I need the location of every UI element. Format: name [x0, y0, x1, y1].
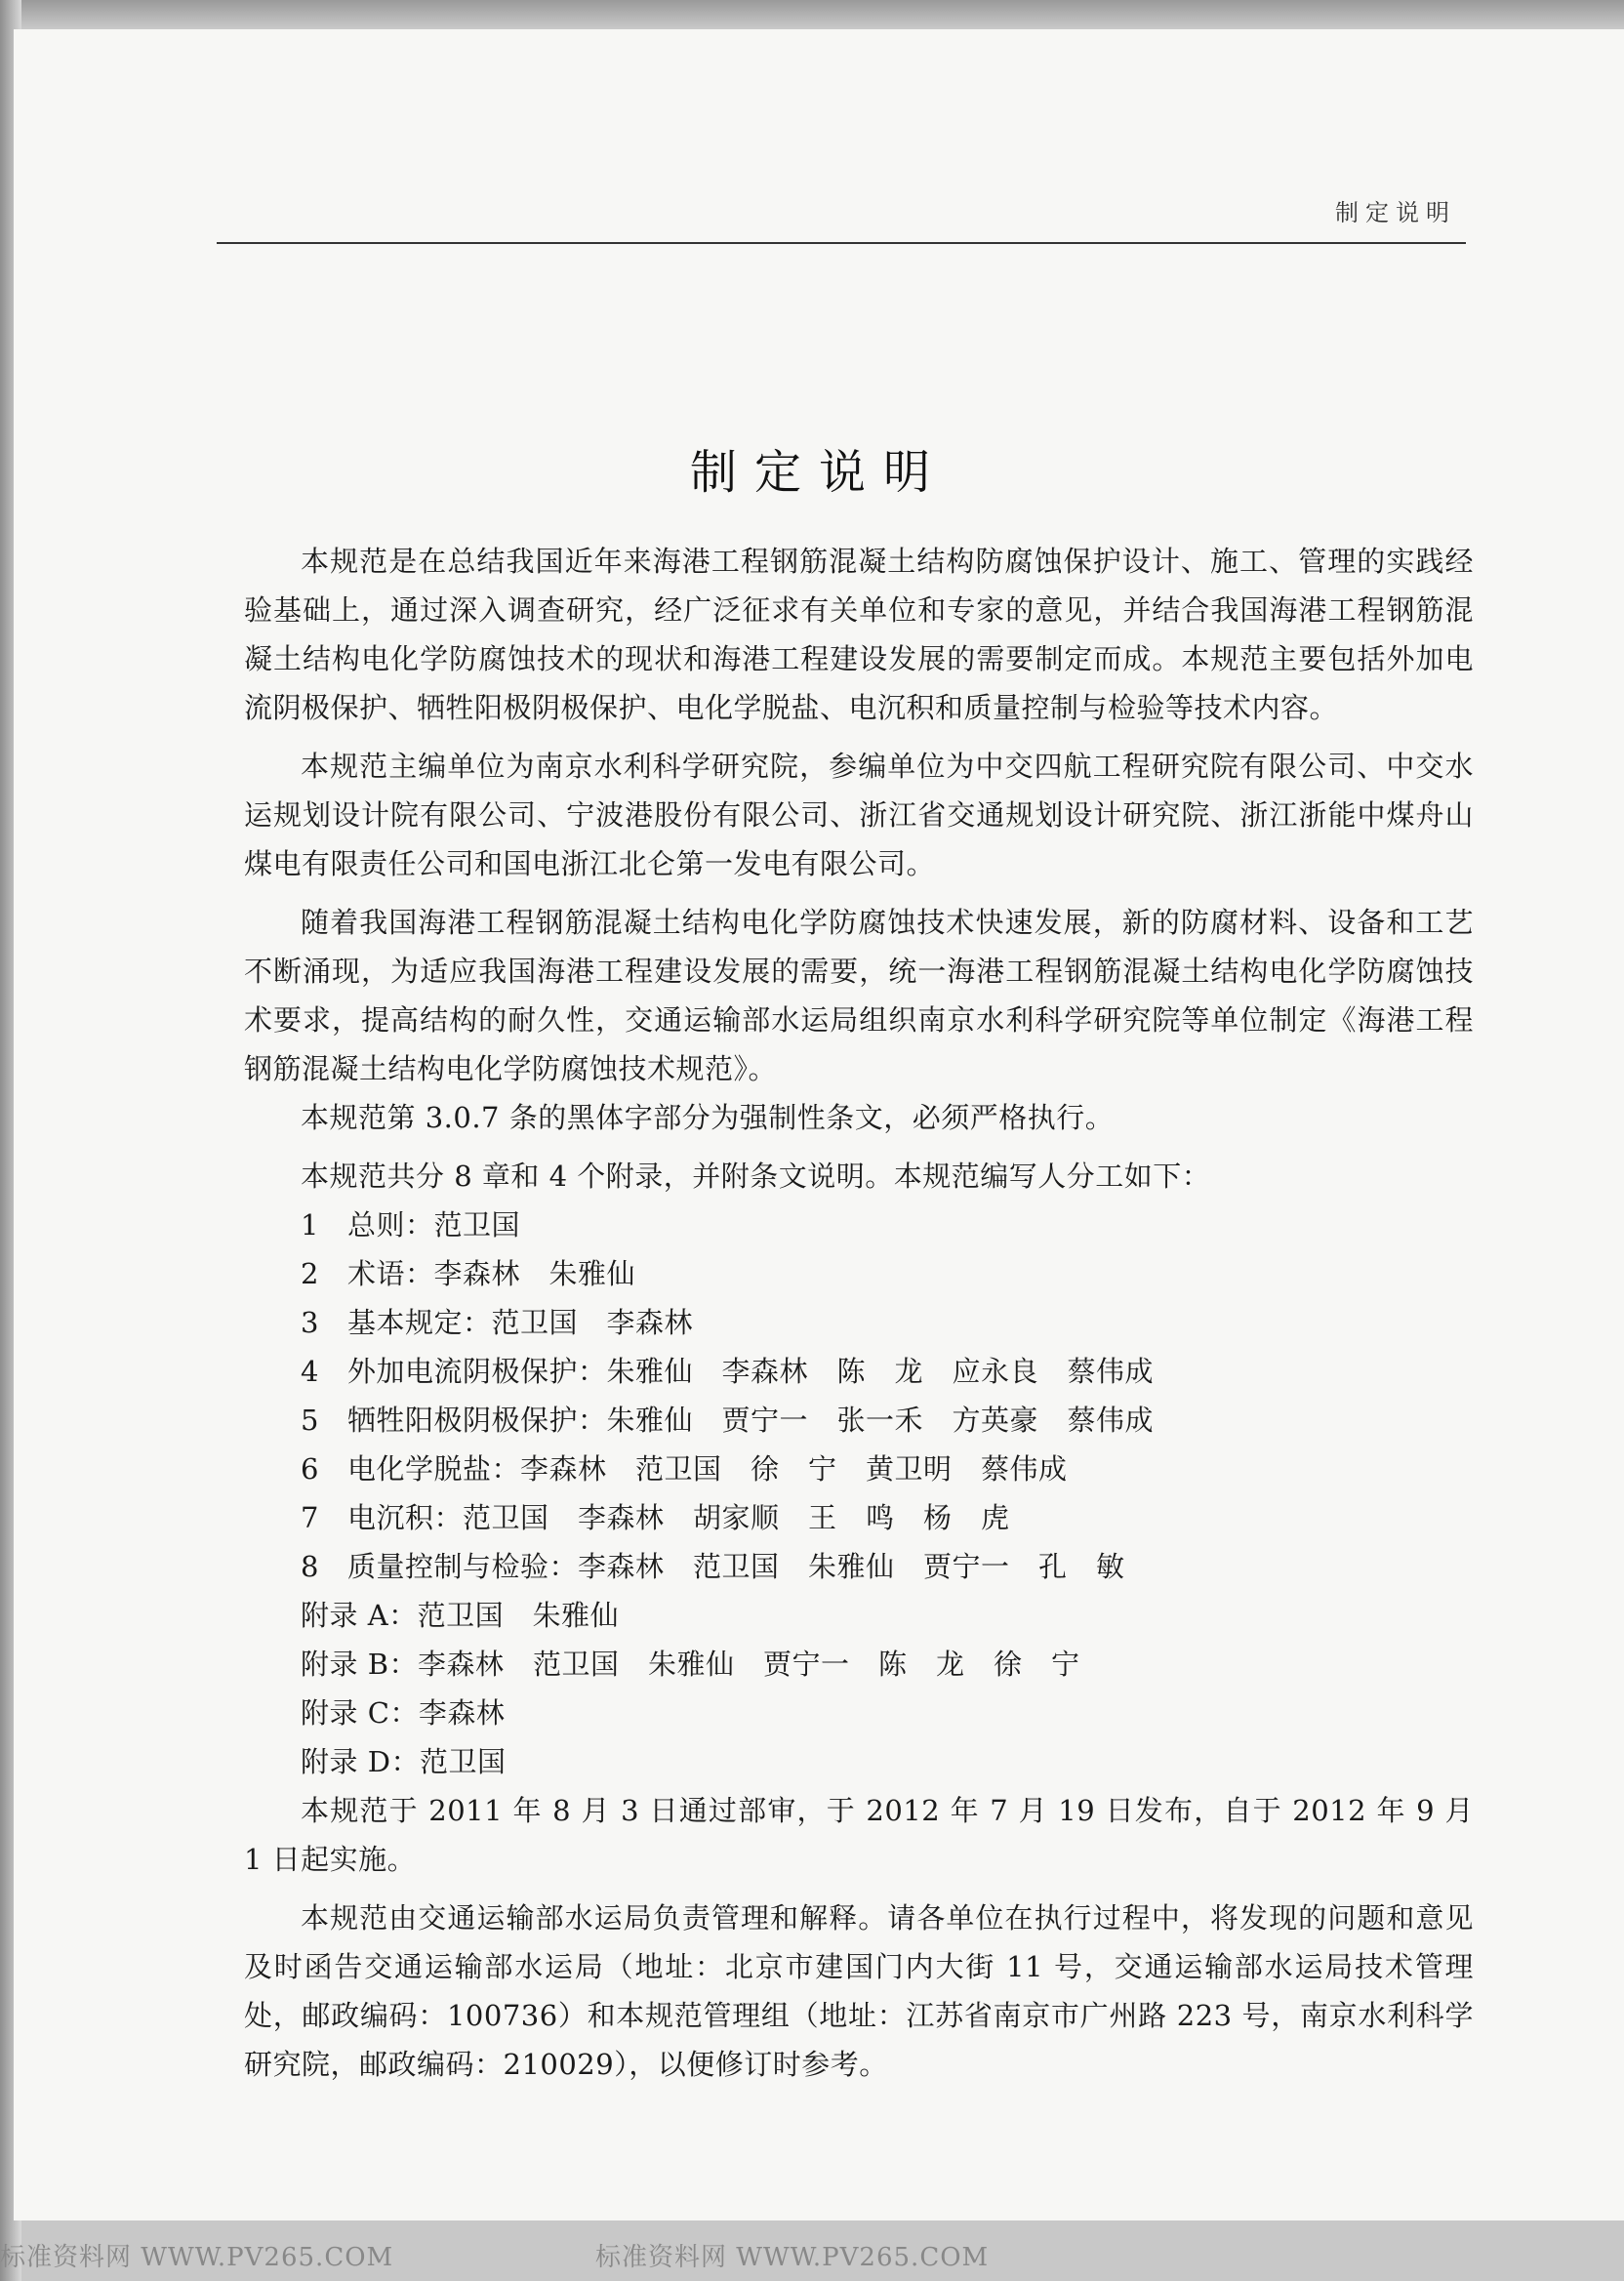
chapter-number: 5: [301, 1404, 319, 1437]
chapter-number: 7: [301, 1501, 319, 1534]
header-rule: [217, 242, 1466, 244]
paragraph-mandatory: 本规范第 3.0.7 条的黑体字部分为强制性条文，必须严格执行。: [301, 1101, 1115, 1134]
paragraph-intro: 本规范是在总结我国近年来海港工程钢筋混凝土结构防腐蚀保护设计、施工、管理的实践经验基础上，通过深入调查研究，经广泛征求有关单位和专家的意见，并结合我国海港工程钢筋混凝土结构电化学防腐蚀技术的现状和海港工程建设发展的需要制定而成。本规范主要包括外加电流阴极保护、牺牲阳极阴极保护、电化学脱盐、电沉积和质量控制与检验等技术内容。: [244, 545, 1474, 724]
list-item: [244, 1493, 1474, 1542]
list-item: [244, 1249, 1474, 1298]
chapter-authors: 术语：李森林 朱雅仙: [347, 1257, 636, 1290]
list-item: [244, 1298, 1474, 1347]
list-item: [244, 1396, 1474, 1445]
list-item: [244, 1347, 1474, 1396]
chapter-authors: 电化学脱盐：李森林 范卫国 徐 宁 黄卫明 蔡伟成: [347, 1452, 1068, 1486]
appendix-item: 附录 A：范卫国 朱雅仙: [301, 1599, 620, 1632]
chapter-authors: 外加电流阴极保护：朱雅仙 李森林 陈 龙 应永良 蔡伟成: [347, 1355, 1155, 1388]
appendix-item: 附录 B：李森林 范卫国 朱雅仙 贾宁一 陈 龙 徐 宁: [301, 1648, 1080, 1681]
page-title: 制定说明: [689, 445, 948, 500]
watermark-right: 标准资料网 WWW.PV265.COM: [595, 2243, 990, 2272]
chapter-number: 8: [301, 1550, 319, 1583]
running-header: 制定说明: [1335, 199, 1456, 226]
paragraph-effective-date: 本规范于 2011 年 8 月 3 日通过部审，于 2012 年 7 月 19 日发布，自于 2012 年 9 月 1 日起实施。: [244, 1794, 1474, 1876]
chapter-number: 3: [301, 1306, 319, 1339]
paragraph-administration: 本规范由交通运输部水运局负责管理和解释。请各单位在执行过程中，将发现的问题和意见及时函告交通运输部水运局（地址：北京市建国门内大街 11 号，交通运输部水运局技术管理处，邮政编码：100736）和本规范管理组（地址：江苏省南京市广州路 223 号，南京水利科学研究院，邮政编码：210029），以便修订时参考。: [244, 1901, 1474, 2081]
chapter-number: 2: [301, 1257, 319, 1290]
chapter-authors: 基本规定：范卫国 李森林: [347, 1306, 694, 1339]
chapter-number: 4: [301, 1355, 319, 1388]
list-item: [244, 1445, 1474, 1493]
paragraph-background: 随着我国海港工程钢筋混凝土结构电化学防腐蚀技术快速发展，新的防腐材料、设备和工艺不断涌现，为适应我国海港工程建设发展的需要，统一海港工程钢筋混凝土结构电化学防腐蚀技术要求，提高结构的耐久性，交通运输部水运局组织南京水利科学研究院等单位制定《海港工程钢筋混凝土结构电化学防腐蚀技术规范》。: [244, 906, 1474, 1085]
paragraph-structure: 本规范共分 8 章和 4 个附录，并附条文说明。本规范编写人分工如下：: [301, 1160, 1211, 1193]
paragraph-units: 本规范主编单位为南京水利科学研究院，参编单位为中交四航工程研究院有限公司、中交水运规划设计院有限公司、宁波港股份有限公司、浙江省交通规划设计研究院、浙江浙能中煤舟山煤电有限责任公司和国电浙江北仑第一发电有限公司。: [244, 750, 1474, 880]
chapter-authors: 总则：范卫国: [347, 1208, 521, 1242]
author-list: [244, 1201, 1474, 1786]
chapter-number: 6: [301, 1452, 319, 1486]
chapter-number: 1: [301, 1208, 319, 1242]
appendix-item: 附录 D：范卫国: [301, 1745, 507, 1778]
watermark-left: 标准资料网 WWW.PV265.COM: [0, 2243, 394, 2272]
document-page: [14, 29, 1624, 2220]
list-item: [244, 1201, 1474, 1249]
document-body: [244, 537, 1474, 2089]
chapter-authors: 牺牲阳极阴极保护：朱雅仙 贾宁一 张一禾 方英豪 蔡伟成: [347, 1404, 1155, 1437]
appendix-item: 附录 C：李森林: [301, 1696, 506, 1730]
list-item: [244, 1542, 1474, 1591]
chapter-authors: 质量控制与检验：李森林 范卫国 朱雅仙 贾宁一 孔 敏: [347, 1550, 1125, 1583]
chapter-authors: 电沉积：范卫国 李森林 胡家顺 王 鸣 杨 虎: [347, 1501, 1010, 1534]
